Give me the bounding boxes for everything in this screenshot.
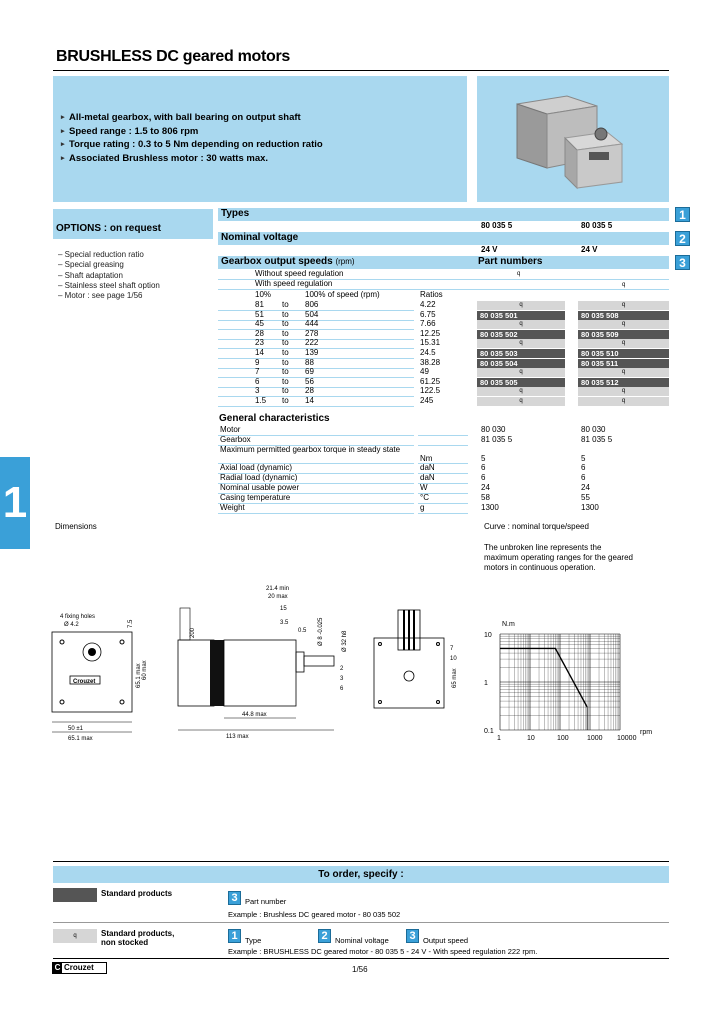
side-view-gearbox: [224, 640, 296, 706]
dim-2: 2: [340, 666, 344, 672]
characteristic-cell: 6: [481, 473, 486, 482]
order-badge-2: 2: [318, 929, 331, 943]
speed-cell: 69: [305, 367, 314, 377]
speed-cell: 24.5: [420, 348, 436, 357]
divider: [418, 503, 468, 504]
options-list: [58, 250, 160, 301]
speed-cell: to: [282, 367, 289, 377]
badge-3: 3: [675, 255, 690, 270]
speed-cell: 49: [420, 367, 429, 377]
characteristic-cell: 5: [481, 453, 486, 463]
divider: [418, 445, 468, 446]
speed-cell: 4.22: [420, 300, 436, 309]
rear-view-hole: [379, 643, 382, 646]
divider: [218, 406, 414, 407]
header-100: 100% of speed (rpm): [305, 290, 380, 299]
chapter-tab: 1: [0, 457, 30, 549]
speed-cell: q: [477, 368, 565, 377]
dim-3: 3: [340, 676, 344, 682]
dim-35: 3.5: [280, 620, 289, 626]
order-badge-1: 1: [228, 929, 241, 943]
speed-cell: 7: [255, 367, 260, 377]
divider: [218, 513, 414, 514]
feature-item: ▸ Associated Brushless motor : 30 watts max.: [61, 152, 323, 166]
options-item: – Special reduction ratio: [58, 250, 144, 259]
characteristic-cell: 1300: [581, 503, 599, 512]
characteristic-cell: 6: [481, 463, 486, 472]
gearbox-band: [218, 256, 669, 269]
dim-w32: Ø 32 h8: [342, 630, 348, 652]
dim-21: 21.4 min: [266, 586, 290, 592]
page-number: 1/56: [352, 965, 368, 974]
order-badge-3b: 3: [406, 929, 419, 943]
title-rule: [53, 70, 669, 71]
characteristic-cell: daN: [420, 473, 435, 482]
speed-cell: 15.31: [420, 338, 441, 348]
speed-cell: 80 035 502: [477, 330, 565, 339]
rear-view-hole: [437, 643, 440, 646]
dim-20: 20 max: [268, 594, 288, 600]
dim-7: 7: [450, 646, 454, 652]
feature-item: ▸ All-metal gearbox, with ball bearing on output shaft: [61, 111, 323, 125]
voltage-label: Nominal voltage: [221, 232, 299, 243]
speed-cell: 12.25: [420, 328, 441, 338]
options-item: – Shaft adaptation: [58, 270, 123, 280]
general-heading: General characteristics: [219, 413, 330, 424]
speed-cell: 122.5: [420, 386, 441, 396]
divider: [218, 368, 414, 369]
chart-y-tick: 1: [484, 680, 488, 687]
speed-cell: 45: [255, 319, 264, 329]
side-view-flange: [296, 652, 304, 672]
speed-cell: 80 035 512: [578, 378, 669, 387]
speed-cell: 444: [305, 319, 319, 329]
characteristic-cell: W: [420, 483, 428, 492]
divider: [53, 958, 669, 959]
divider: [418, 513, 468, 514]
chart-x-tick: 10: [527, 735, 535, 742]
characteristic-cell: 1300: [481, 503, 499, 512]
speed-cell: 9: [255, 357, 260, 367]
speed-cell: 14: [255, 348, 264, 357]
dim-75: 7.5: [128, 619, 134, 628]
speed-cell: 80 035 510: [578, 349, 669, 358]
dim-fixing-holes: 4 fixing holes: [60, 614, 96, 620]
product-photo-panel: [477, 76, 669, 202]
options-item: – Stainless steel shaft option: [58, 280, 160, 290]
rear-view-hub: [404, 671, 414, 681]
dim-65: 65 max: [452, 668, 458, 688]
divider: [218, 289, 669, 290]
speed-cell: 23: [255, 338, 264, 348]
side-view-motor: [178, 640, 214, 706]
characteristic-cell: Maximum permitted gearbox torque in steady state: [220, 445, 401, 454]
speed-cell: q: [578, 301, 669, 310]
order-heading: To order, specify :: [53, 866, 669, 883]
dim-651: 65.1 max: [68, 736, 93, 740]
chart-xlabel: rpm: [640, 729, 653, 736]
speed-cell: 806: [305, 300, 319, 309]
speed-cell: q: [477, 320, 565, 329]
badge-1: 1: [675, 207, 690, 222]
voltage-col1: 24 V: [481, 245, 498, 254]
chart-ylabel: N.m: [502, 621, 515, 628]
speed-cell: 81: [255, 300, 264, 309]
speed-cell: to: [282, 386, 289, 396]
standard-swatch: [53, 888, 97, 902]
speed-cell: 56: [305, 376, 314, 386]
characteristic-cell: 80 030: [581, 425, 606, 434]
standard-example: Example : Brushless DC geared motor - 80 035 502: [228, 910, 401, 919]
characteristic-cell: Radial load (dynamic): [220, 473, 298, 482]
options-heading: OPTIONS : on request: [53, 209, 213, 239]
logo-mark-icon: C: [54, 963, 61, 972]
dim-05: 0.5: [298, 628, 307, 634]
characteristic-cell: 6: [581, 473, 586, 482]
nonstocked-example: Example : BRUSHLESS DC geared motor - 80 035 5 - 24 V - With speed regulation 222 rpm.: [228, 947, 538, 956]
characteristic-cell: 81 035 5: [581, 435, 613, 444]
speed-cell: to: [282, 309, 289, 319]
speed-cell: 51: [255, 309, 264, 319]
nonstocked-swatch: q: [53, 929, 97, 943]
speed-cell: to: [282, 376, 289, 386]
without-regulation-marker: q: [517, 271, 521, 277]
fixing-hole: [60, 700, 64, 704]
torque-speed-chart: [480, 618, 670, 748]
speed-cell: to: [282, 396, 289, 405]
divider: [218, 396, 414, 397]
order-badge-3: 3: [228, 891, 241, 905]
divider: [418, 435, 468, 436]
rear-view-hole: [379, 701, 382, 704]
order-step-label: Part number: [245, 897, 287, 906]
type-col2: 80 035 5: [581, 221, 613, 230]
characteristic-cell: 80 030: [481, 425, 506, 434]
speed-cell: 80 035 505: [477, 378, 565, 387]
speed-cell: 6: [255, 376, 260, 386]
speed-cell: 139: [305, 348, 319, 357]
gearbox-label: Gearbox output speeds: [221, 256, 333, 267]
options-item: – Motor : see page 1/56: [58, 291, 143, 301]
with-regulation-marker: q: [622, 282, 626, 288]
characteristic-cell: Casing temperature: [220, 493, 291, 502]
dim-651b: 65.1 max: [136, 663, 142, 688]
speed-cell: 80 035 509: [578, 330, 669, 339]
speed-cell: 1.5: [255, 396, 267, 405]
characteristic-cell: Axial load (dynamic): [220, 463, 293, 472]
dim-6: 6: [340, 686, 344, 692]
speed-cell: q: [477, 301, 565, 310]
chart-x-tick: 1: [497, 735, 501, 742]
chart-series-line: [500, 648, 587, 707]
fixing-hole: [120, 640, 124, 644]
divider: [218, 387, 414, 388]
dim-448: 44.8 max: [242, 712, 267, 718]
front-view-shaft-hub: [88, 648, 96, 656]
characteristic-cell: 58: [481, 493, 490, 502]
characteristic-cell: 5: [581, 453, 586, 463]
options-item: – Special greasing: [58, 260, 124, 270]
speed-cell: q: [477, 387, 565, 396]
side-view-cable: [180, 608, 190, 640]
with-regulation-label: With speed regulation: [255, 279, 333, 288]
feature-item: ▸ Torque rating : 0.3 to 5 Nm depending on reduction ratio: [61, 138, 323, 152]
speed-cell: 7.66: [420, 319, 436, 329]
dimensions-label: Dimensions: [55, 522, 97, 531]
speed-cell: 80 035 508: [578, 311, 669, 320]
speed-cell: 278: [305, 328, 319, 338]
dimension-drawings: [40, 580, 480, 740]
chart-x-tick: 1000: [587, 735, 603, 742]
speed-cell: to: [282, 357, 289, 367]
dim-fixing-dia: Ø 4.2: [64, 622, 79, 628]
voltage-band: [218, 232, 669, 245]
part-numbers-label: Part numbers: [478, 256, 543, 267]
speed-cell: q: [578, 320, 669, 329]
fixing-hole: [60, 640, 64, 644]
characteristic-cell: °C: [420, 493, 429, 502]
dim-wm: Ø 8 -0.025: [318, 617, 324, 646]
speed-cell: to: [282, 319, 289, 329]
divider: [218, 377, 414, 378]
speed-cell: 61.25: [420, 376, 441, 386]
header-ratio: Ratios: [420, 290, 443, 299]
nonstocked-label: Standard products, non stocked: [101, 929, 175, 947]
dim-10: 10: [450, 656, 457, 662]
speed-cell: 80 035 503: [477, 349, 565, 358]
speed-cell: 88: [305, 357, 314, 367]
dim-15: 15: [280, 606, 287, 612]
speed-cell: to: [282, 338, 289, 348]
speed-cell: 14: [305, 396, 314, 405]
order-step-label: Type: [245, 936, 262, 945]
speed-cell: q: [578, 368, 669, 377]
speed-cell: q: [578, 397, 669, 406]
characteristic-cell: Weight: [220, 503, 245, 512]
speed-cell: q: [477, 339, 565, 348]
crouzet-logo: [52, 962, 107, 974]
order-step-label: Output speed: [423, 936, 469, 945]
speed-cell: q: [477, 397, 565, 406]
logo-text: Crouzet: [64, 963, 94, 972]
type-col1: 80 035 5: [481, 221, 513, 230]
fixing-hole: [120, 700, 124, 704]
without-regulation-label: Without speed regulation: [255, 269, 344, 278]
header-pct: 10%: [255, 290, 272, 299]
standard-label: Standard products: [101, 889, 173, 898]
side-view-band: [210, 640, 224, 706]
curve-title: Curve : nominal torque/speed: [484, 522, 589, 531]
speed-cell: q: [578, 387, 669, 396]
curve-description: The unbroken line represents the maximum operating ranges for the geared motors in continuous operation.: [484, 543, 633, 572]
dim-50: 50 ±1: [68, 726, 83, 732]
characteristic-cell: Motor: [220, 425, 241, 434]
speed-cell: 222: [305, 338, 319, 348]
features-panel: [53, 76, 467, 202]
characteristic-cell: 24: [481, 483, 490, 492]
types-band: [218, 208, 669, 221]
feature-item: ▸ Speed range : 1.5 to 806 rpm: [61, 125, 323, 139]
characteristic-cell: 81 035 5: [481, 435, 513, 444]
chart-x-tick: 10000: [617, 735, 637, 742]
gearbox-unit: (rpm): [335, 257, 355, 266]
characteristic-cell: g: [420, 503, 425, 512]
speed-cell: q: [578, 339, 669, 348]
dim-200: 200: [190, 627, 196, 638]
speed-cell: 28: [255, 328, 264, 338]
motor-photo-icon: [477, 76, 669, 202]
page-title: BRUSHLESS DC geared motors: [56, 48, 291, 65]
badge-2: 2: [675, 231, 690, 246]
speed-cell: to: [282, 300, 289, 309]
characteristic-cell: daN: [420, 463, 435, 472]
chart-y-tick: 10: [484, 632, 492, 639]
speed-cell: 28: [305, 386, 314, 396]
order-step-label: Nominal voltage: [335, 936, 389, 945]
dim-60: 60 max: [142, 660, 148, 680]
rear-view-hole: [437, 701, 440, 704]
speed-cell: 3: [255, 386, 260, 396]
characteristic-cell: Gearbox: [220, 435, 251, 444]
dim-113: 113 max: [226, 734, 249, 740]
speed-cell: 80 035 504: [477, 359, 565, 368]
speed-cell: to: [282, 348, 289, 357]
types-label: Types: [221, 208, 250, 219]
characteristic-cell: Nm: [420, 453, 433, 463]
speed-cell: 245: [420, 396, 434, 405]
characteristic-cell: 6: [581, 463, 586, 472]
speed-cell: 80 035 501: [477, 311, 565, 320]
side-view-shaft: [304, 656, 334, 666]
order-rule: [53, 861, 669, 862]
divider: [218, 358, 414, 359]
speed-cell: to: [282, 328, 289, 338]
voltage-col2: 24 V: [581, 245, 598, 254]
front-view-body: [52, 632, 132, 712]
chart-y-tick: 0.1: [484, 728, 494, 735]
characteristic-cell: Nominal usable power: [220, 483, 300, 492]
chart-x-tick: 100: [557, 735, 569, 742]
speed-cell: 80 035 511: [578, 359, 669, 368]
divider: [53, 922, 669, 923]
speed-cell: 6.75: [420, 309, 436, 319]
speed-cell: 504: [305, 309, 319, 319]
characteristic-cell: 24: [581, 483, 590, 492]
characteristic-cell: 55: [581, 493, 590, 502]
brand-plate-text: Crouzet: [73, 679, 96, 685]
speed-cell: 38.28: [420, 357, 441, 367]
